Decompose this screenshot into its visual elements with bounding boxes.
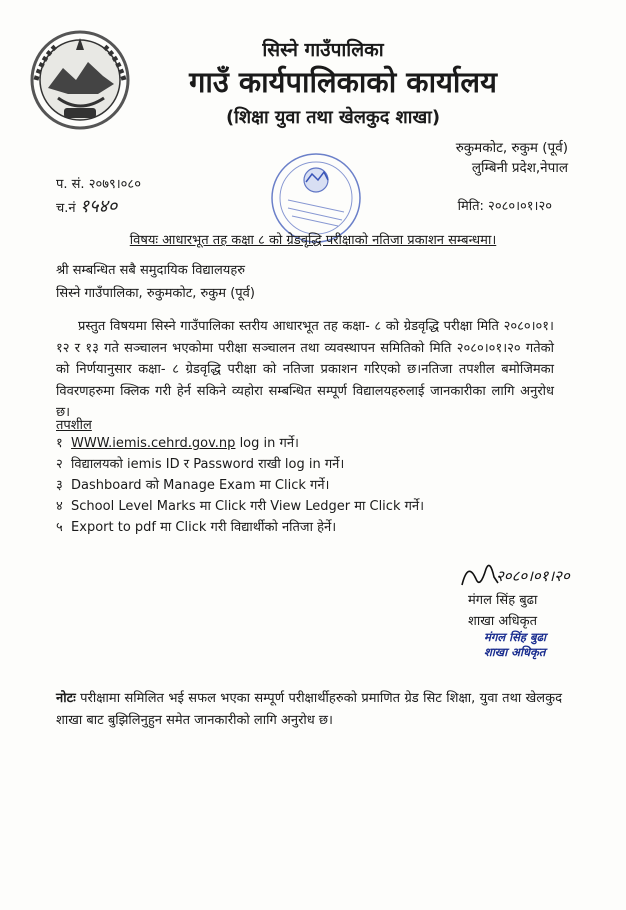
list-item: ५ Export to pdf मा Click गरी विद्यार्थीको नतिजा हेर्ने।: [56, 520, 337, 535]
patra-sankhya: प. सं. २०७९।०८०: [56, 177, 141, 192]
signer-stamp-name: मंगल सिंह बुढा: [484, 630, 547, 644]
branch-name: (शिक्षा युवा तथा खेलकुद शाखा): [225, 107, 441, 128]
letter-subject: [0, 230, 626, 248]
chalani-row: [56, 194, 117, 218]
signer-name: मंगल सिंह बुढा: [468, 593, 538, 608]
recipient-line-2: सिस्ने गाउँपालिका, रुकुमकोट, रुकुम (पूर्व): [56, 286, 255, 301]
svg-text:२०८०।०१।२०: २०८०।०१।२०: [496, 567, 570, 585]
iemis-link[interactable]: WWW.iemis.cehrd.gov.np: [71, 436, 236, 451]
subject-text: विषयः आधारभूत तह कक्षा ८ को ग्रेडवृद्धि परीक्षाको नतिजा प्रकाशन सम्बन्धमा।: [129, 233, 497, 248]
letter-body: प्रस्तुत विषयमा सिस्ने गाउँपालिका स्तरीय आधारभूत तह कक्षा- ८ को ग्रेडवृद्धि परीक्षा मिति २०८०।०१।१२ र १३ गते सञ्चालन भएकोमा परीक्षा सञ्चालन तथा व्यवस्थापन समितिको मिति २०८०।०१।२० गतेको को निर्णयानुसार कक्षा- ८ ग्रेडवृद्धि परीक्षा को नतिजा प्रकाशन गरिएको छ।नतिजा तपशील बमोजिमका विवरणहरुमा क्लिक गरी हेर्न सकिने व्यहोरा सम्बन्धित सम्पूर्ण विद्यालयहरुलाई जानकारीका लागि अनुरोध छ।: [56, 319, 554, 420]
letter-date: मिति: २०८०।०१।२०: [457, 199, 552, 214]
steps-list: [56, 433, 424, 538]
list-item: ४ School Level Marks मा Click गरी View Ledger मा Click गर्ने।: [56, 499, 425, 514]
note-text: परीक्षामा समिलित भई सफल भएका सम्पूर्ण परीक्षार्थीहरुको प्रमाणित ग्रेड सिट शिक्षा, युवा तथा खेलकुद शाखा बाट बुझिलिनुहुन समेत जानकारीको लागि अनुरोध छ।: [56, 691, 562, 728]
recipient-line-1: श्री सम्बन्धित सबै समुदायिक विद्यालयहरु: [56, 263, 246, 278]
municipality-name: सिस्ने गाउँपालिका: [262, 39, 384, 61]
note-label: नोटः: [56, 691, 76, 706]
signer-title: शाखा अधिकृत: [468, 614, 538, 629]
chalani-number: १५४०: [79, 196, 118, 217]
address-line-1: रुकुमकोट, रुकुम (पूर्व): [455, 140, 568, 156]
handwritten-signature: [458, 555, 578, 595]
list-item: १ WWW.iemis.cehrd.gov.np log in गर्ने।: [56, 436, 299, 451]
signer-stamp-title: शाखा अधिकृत: [484, 645, 546, 659]
address-line-2: लुम्बिनी प्रदेश,नेपाल: [471, 160, 568, 176]
chalani-label: च.नं: [56, 201, 76, 216]
office-title: गाउँ कार्यपालिकाको कार्यालय: [189, 65, 497, 99]
list-item: २ विद्यालयको iemis ID र Password राखी log in गर्ने।: [56, 457, 345, 472]
list-item: ३ Dashboard को Manage Exam मा Click गर्ने।: [56, 478, 330, 493]
footer-note: [56, 688, 562, 732]
details-heading: तपशील: [56, 418, 92, 433]
